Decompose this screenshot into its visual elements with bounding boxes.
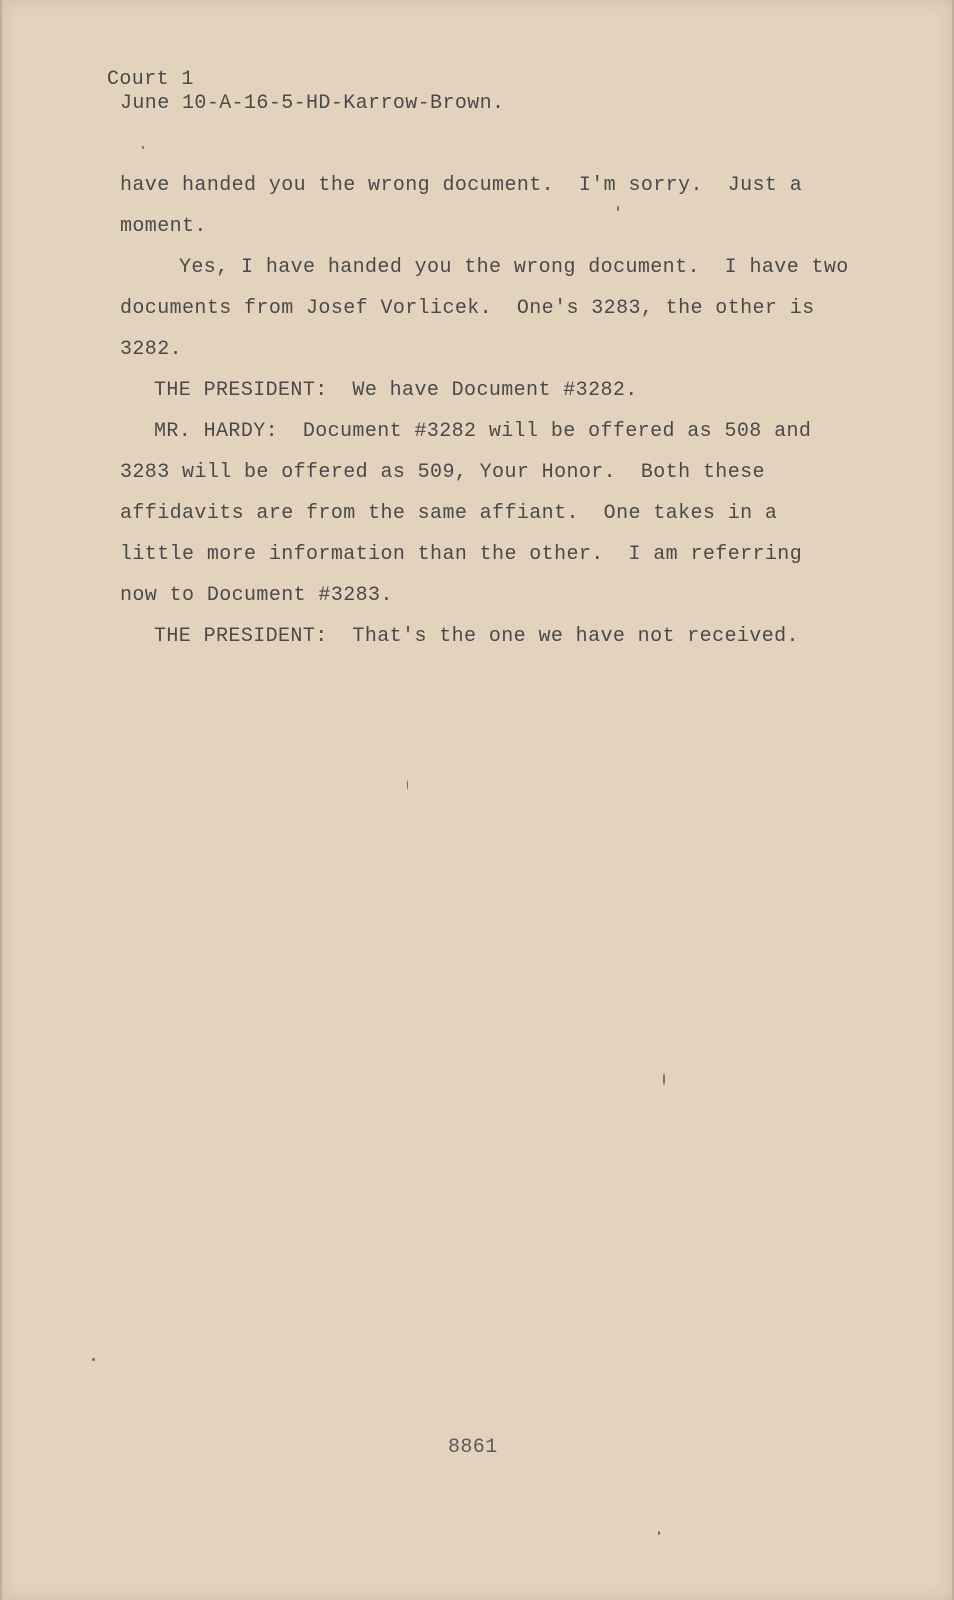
speaker-line-president: THE PRESIDENT: That's the one we have not received. <box>154 625 799 648</box>
transcript-line: Yes, I have handed you the wrong document. I have two <box>179 256 849 279</box>
speaker-line-hardy: MR. HARDY: Document #3282 will be offered as 508 and <box>154 420 812 443</box>
transcript-line: moment. <box>120 215 207 238</box>
session-reference: June 10-A-16-5-HD-Karrow-Brown. <box>120 92 505 115</box>
transcript-line: now to Document #3283. <box>120 584 393 607</box>
transcript-line: 3282. <box>120 338 183 361</box>
transcript-line: have handed you the wrong document. I'm sorry. Just a <box>120 174 803 197</box>
paper-speck <box>92 1358 95 1361</box>
transcript-line: little more information than the other. I am referring <box>120 543 803 566</box>
speaker-line-president: THE PRESIDENT: We have Document #3282. <box>154 379 638 402</box>
paper-speck <box>663 1073 665 1085</box>
paper-speck <box>142 146 144 149</box>
transcript-line: documents from Josef Vorlicek. One's 3283, the other is <box>120 297 815 320</box>
paper-speck <box>407 780 408 790</box>
page-number: 8861 <box>448 1436 498 1459</box>
court-label: Court 1 <box>107 68 194 91</box>
paper-speck <box>658 1531 660 1535</box>
transcript-line: affidavits are from the same affiant. One takes in a <box>120 502 778 525</box>
transcript-line: 3283 will be offered as 509, Your Honor. Both these <box>120 461 765 484</box>
document-page <box>2 0 952 1600</box>
paper-speck <box>617 206 619 211</box>
